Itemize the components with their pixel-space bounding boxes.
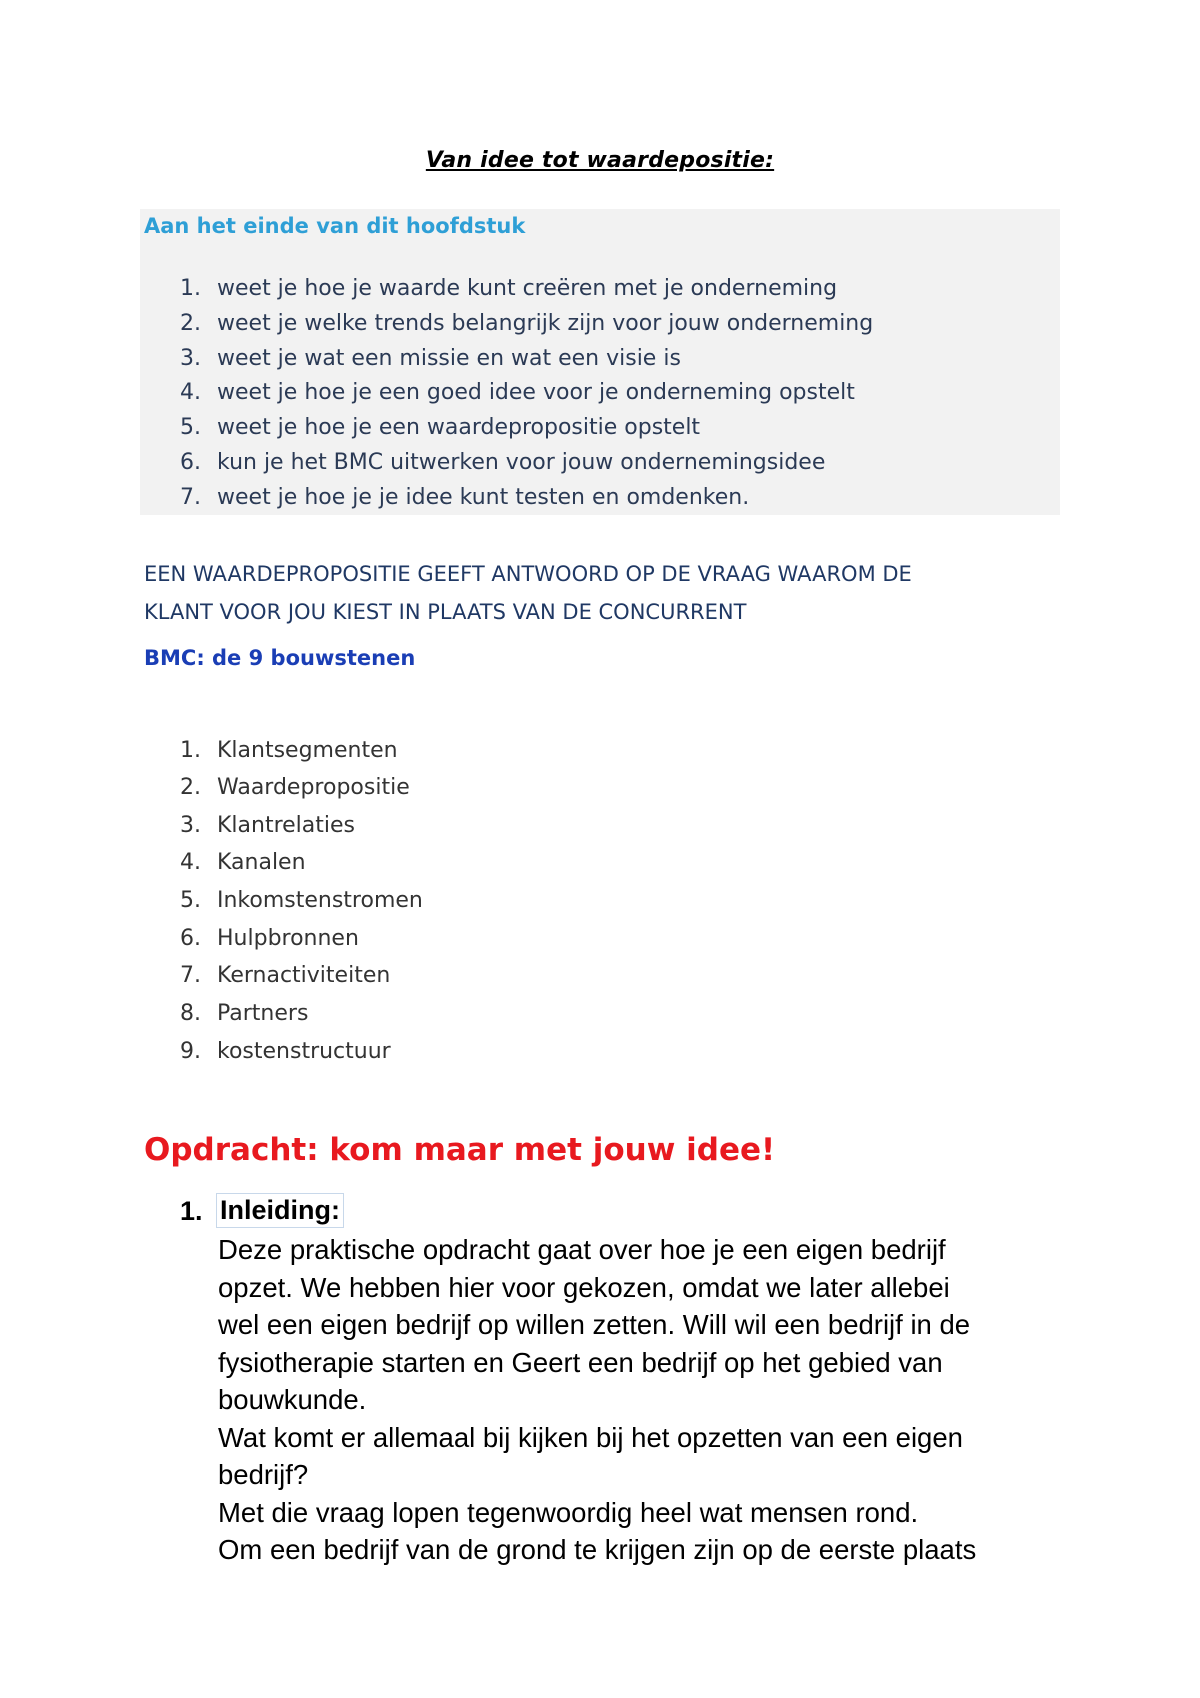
paragraph-line: bedrijf? xyxy=(218,1459,309,1490)
list-item-number: 1. xyxy=(180,276,201,301)
list-item-text: kostenstructuur xyxy=(217,1039,391,1064)
list-item-text: Waardepropositie xyxy=(217,775,410,800)
list-item-text: Kernactiviteiten xyxy=(217,963,391,988)
list-item-number: 7. xyxy=(180,963,201,988)
list-item-number: 6. xyxy=(180,926,201,951)
list-item-number: 1. xyxy=(180,738,201,763)
list-item-text: weet je hoe je een goed idee voor je onderneming opstelt xyxy=(217,380,855,405)
list-item-number: 4. xyxy=(180,380,201,405)
list-item-text: weet je wat een missie en wat een visie is xyxy=(217,346,681,371)
list-item-number: 5. xyxy=(180,415,201,440)
list-item-number: 3. xyxy=(180,346,201,371)
list-item-number: 3. xyxy=(180,813,201,838)
statement-line: EEN WAARDEPROPOSITIE GEEFT ANTWOORD OP DE VRAAG WAAROM DE xyxy=(144,562,912,586)
paragraph-line: Met die vraag lopen tegenwoordig heel wat mensen rond. xyxy=(218,1496,919,1528)
list-item-text: weet je welke trends belangrijk zijn voor jouw onderneming xyxy=(217,311,874,336)
list-item-text: Inkomstenstromen xyxy=(217,888,423,913)
paragraph-line: Wat komt er allemaal bij kijken bij het opzetten van een eigen xyxy=(218,1421,963,1453)
list-item-number: 9. xyxy=(180,1039,201,1064)
paragraph-line: Deze praktische opdracht gaat over hoe je een eigen bedrijf xyxy=(218,1234,946,1265)
list-item-text: Partners xyxy=(217,1001,309,1026)
list-item-number: 6. xyxy=(180,450,201,475)
paragraph-line: Om een bedrijf van de grond te krijgen zijn op de eerste plaats xyxy=(218,1534,977,1565)
paragraph-line: wel een eigen bedrijf op willen zetten. Will wil een bedrijf in de xyxy=(218,1309,971,1340)
list-item-number: 7. xyxy=(180,485,201,510)
list-item-text: Klantsegmenten xyxy=(217,738,398,763)
statement-line: KLANT VOOR JOU KIEST IN PLAATS VAN DE CONCURRENT xyxy=(144,600,747,624)
section-number: 1. xyxy=(180,1196,203,1226)
list-item-text: weet je hoe je een waardepropositie opstelt xyxy=(217,415,701,440)
paragraph-line: bouwkunde. xyxy=(218,1384,367,1415)
list-item-number: 4. xyxy=(180,850,201,875)
introduction-paragraph xyxy=(218,1231,1118,1569)
list-item-number: 2. xyxy=(180,311,201,336)
assignment-heading: Opdracht: kom maar met jouw idee! xyxy=(144,1132,776,1168)
list-item-text: weet je hoe je waarde kunt creëren met je onderneming xyxy=(217,276,838,301)
list-item-text: kun je het BMC uitwerken voor jouw ondernemingsidee xyxy=(217,450,826,475)
list-item-text: weet je hoe je je idee kunt testen en omdenken. xyxy=(217,485,750,510)
paragraph-line: opzet. We hebben hier voor gekozen, omdat we later allebei xyxy=(218,1271,950,1303)
list-item-text: Hulpbronnen xyxy=(217,926,359,951)
list-item-number: 5. xyxy=(180,888,201,913)
list-item-number: 2. xyxy=(180,775,201,800)
bmc-heading: BMC: de 9 bouwstenen xyxy=(144,646,416,670)
list-item-text: Klantrelaties xyxy=(217,813,356,838)
list-item-text: Kanalen xyxy=(217,850,306,875)
section-title: Inleiding: xyxy=(216,1193,344,1228)
list-item-number: 8. xyxy=(180,1001,201,1026)
paragraph-line: fysiotherapie starten en Geert een bedrijf op het gebied van xyxy=(218,1346,943,1378)
value-proposition-statement xyxy=(144,555,1044,631)
document-title: Van idee tot waardepositie: xyxy=(425,148,775,173)
learning-goals-heading: Aan het einde van dit hoofdstuk xyxy=(144,214,526,238)
